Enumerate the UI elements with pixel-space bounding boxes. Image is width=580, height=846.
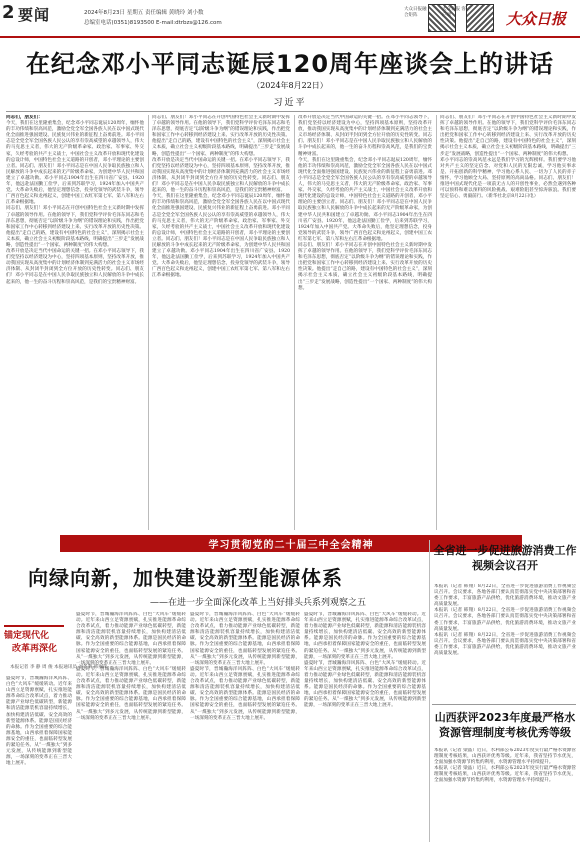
news2-text: 本报讯（记者 梁晶）近日，水利部公布2023年度实行最严格水资源管理制度考核结果，山西获评优秀等级。近年来，我省坚持节水优先，全面加强水资源节约集约利用，水资源管理水平持续提升。 bbox=[434, 748, 576, 766]
kicker-line1: 锚定现代化 bbox=[4, 631, 50, 641]
qr2-caption: 大众日报 客户端 bbox=[442, 7, 466, 18]
article-text: 今天，我们在这里隆重集会，纪念邓小平同志诞辰120周年，缅怀他的丰功伟绩和崇高风范，激励全党全军全国各族人民在以中国式现代化全面推进强国建设、民族复兴伟业的新征程上奋勇前进。邓小平同志是全党全军全国各族人民公认的享有崇高威望的卓越领导人，伟大的马克思主义者，伟大的无产阶级革命家、政治家、军事家、外交家，久经考验的共产主义战士，中国社会主义改革开放和现代化建设的总设计师，中国特色社会主义道路的开创者，邓小平理论的主要创立者。同志们、朋友们！邓小平同志是在中国人民争取民族独立和人民解放的斗争中成长起来的无产阶级革命家，为创建中华人民共和国建立了卓越功勋。邓小平同志1904年出生在四川省广安县。1920年，他远赴法国勤工俭学，后来到苏联学习，1924年加入中国共产党。大革命失败后，他坚定理想信念，投身党领导的武装斗争，领导广西百色起义和龙州起义，创建中国工农红军第七军、第八军和左右江革命根据地。 bbox=[152, 194, 290, 279]
page-number: 2 bbox=[2, 2, 15, 23]
header-rule bbox=[0, 36, 580, 38]
news2-text: 本报讯（记者 梁晶）近日，水利部公布2023年度实行最严格水资源管理制度考核结果，山西获评优秀等级。近年来，我省坚持节水优先，全面加强水资源节约集约利用，水资源管理水平持续提升。 bbox=[434, 766, 576, 784]
feature-text: 盛夏时节，晋城瀚海洋风阵阵、白色“大风车”缓缓转动。近年来山西立足资源禀赋，扎实推进能源革命综合改革试点，着力推动能源产业绿色低碳转型，新能源和清洁能源装机容量持续增长，加快构建清洁低碳、安全高效的新型能源体系。能源是国民经济的命脉。作为全国重要的综合能源基地，山西承担着保障国家能源安全的重任，也面临转型发展的紧迫任务。从“一煤独大”到多元发展，从传统能源到新型能源，一场深刻的变革正在三晋大地上展开。 bbox=[6, 676, 72, 767]
column-rule bbox=[294, 115, 295, 530]
feature-headline: 向绿向新，加快建设新型能源体系 bbox=[28, 566, 343, 590]
article-text: 今天，我们在这里隆重集会，纪念邓小平同志诞辰120周年，缅怀他的丰功伟绩和崇高风范，激励全党全军全国各族人民在以中国式现代化全面推进强国建设、民族复兴伟业的新征程上奋勇前进。邓小平同志是全党全军全国各族人民公认的享有崇高威望的卓越领导人，伟大的马克思主义者，伟大的无产阶级革命家、政治家、军事家、外交家，久经考验的共产主义战士，中国社会主义改革开放和现代化建设的总设计师，中国特色社会主义道路的开创者，邓小平理论的主要创立者。同志们、朋友们！邓小平同志是在中国人民争取民族独立和人民解放的斗争中成长起来的无产阶级革命家，为创建中华人民共和国建立了卓越功勋。邓小平同志1904年出生在四川省广安县。1920年，他远赴法国勤工俭学，后来到苏联学习，1924年加入中国共产党。大革命失败后，他坚定理想信念，投身党领导的武装斗争，领导广西百色起义和龙州起义，创建中国工农红军第七军、第八军和左右江革命根据地。 bbox=[6, 121, 144, 206]
news1-body bbox=[434, 584, 576, 699]
column-rule bbox=[436, 115, 437, 530]
feature-text: 盛夏时节，晋城瀚海洋风阵阵、白色“大风车”缓缓转动。近年来山西立足资源禀赋，扎实推进能源革命综合改革试点，着力推动能源产业绿色低碳转型，新能源和清洁能源装机容量持续增长，加快构建清洁低碳、安全高效的新型能源体系。能源是国民经济的命脉。作为全国重要的综合能源基地，山西承担着保障国家能源安全的重任，也面临转型发展的紧迫任务。从“一煤独大”到多元发展，从传统能源到新型能源，一场深刻的变革正在三晋大地上展开。 bbox=[190, 612, 300, 666]
qr-code-icon bbox=[466, 4, 494, 32]
divider bbox=[432, 704, 576, 705]
banner-text: 学习贯彻党的二十届三中全会精神 bbox=[208, 540, 374, 551]
news2-headline: 山西获评2023年度最严格水资源管理制度考核优秀等级 bbox=[434, 711, 576, 739]
news2-body bbox=[434, 748, 576, 842]
article-text: 邓小平同志的崇高风范永远是我们学习的光辉榜样。我们要学习他对共产主义的坚定信念、对党和人民的无限忠诚，学习他实事求是、开拓创新的科学精神，学习他心系人民、一切为了人民的赤子情怀，学习他顾全大局、坚持原则的高尚品格。同志们、朋友们！推进中国式现代化是一项前无古人的开创性事业，必然会遇到各种可以预料和难以预料的风险挑战、艰难险阻甚至惊涛骇浪。我们要坚定信心、勇毅前行。（新华社北京8月22日电） bbox=[440, 157, 576, 200]
header-meta-line2: 总编室电话(0351)8193500 E-mail:dtrbzs@126.com bbox=[84, 20, 222, 26]
article-text: 改革开放是决定当代中国命运的关键一招。在邓小平同志领导下，我们党坚持以经济建设为中心，坚持四项基本原则，坚持改革开放，推动我国实现从高度集中的计划经济体制到充满活力的社会主义市场经济体制、从封闭半封闭到全方位开放的历史性转变。同志们、朋友们！邓小平同志是在中国人民争取民族独立和人民解放的斗争中成长起来的，他一生的奋斗历程和崇高风范，是我们的宝贵精神财富。 bbox=[298, 115, 432, 157]
divider bbox=[6, 111, 576, 112]
feature-text: 盛夏时节，晋城瀚海洋风阵阵、白色“大风车”缓缓转动。近年来山西立足资源禀赋，扎实推进能源革命综合改革试点，着力推动能源产业绿色低碳转型，新能源和清洁能源装机容量持续增长，加快构建清洁低碳、安全高效的新型能源体系。能源是国民经济的命脉。作为全国重要的综合能源基地，山西承担着保障国家能源安全的重任，也面临转型发展的紧迫任务。从“一煤独大”到多元发展，从传统能源到新型能源，一场深刻的变革正在三晋大地上展开。 bbox=[304, 612, 426, 660]
section-name: 要闻 bbox=[18, 6, 51, 24]
article-column-3 bbox=[298, 115, 432, 530]
article-text: 今天，我们在这里隆重集会，纪念邓小平同志诞辰120周年，缅怀他的丰功伟绩和崇高风范，激励全党全军全国各族人民在以中国式现代化全面推进强国建设、民族复兴伟业的新征程上奋勇前进。邓小平同志是全党全军全国各族人民公认的享有崇高威望的卓越领导人，伟大的马克思主义者，伟大的无产阶级革命家、政治家、军事家、外交家，久经考验的共产主义战士，中国社会主义改革开放和现代化建设的总设计师，中国特色社会主义道路的开创者，邓小平理论的主要创立者。同志们、朋友们！邓小平同志是在中国人民争取民族独立和人民解放的斗争中成长起来的无产阶级革命家，为创建中华人民共和国建立了卓越功勋。邓小平同志1904年出生在四川省广安县。1920年，他远赴法国勤工俭学，后来到苏联学习，1924年加入中国共产党。大革命失败后，他坚定理想信念，投身党领导的武装斗争，领导广西百色起义和龙州起义，创建中国工农红军第七军、第八军和左右江革命根据地。 bbox=[298, 157, 432, 242]
feature-column-3 bbox=[190, 612, 300, 842]
speech-author: 习近平 bbox=[273, 98, 307, 108]
speech-date: （2024年8月22日） bbox=[252, 81, 328, 90]
article-text: 同志们、朋友们！邓小平同志在开创中国特色社会主义新时期中发挥了卓越的领导作用。在他的领导下，我们党科学评价毛泽东同志和毛泽东思想，彻底否定“以阶级斗争为纲”的错误理论和实践，作出把党和国家工作中心转移到经济建设上来、实行改革开放的历史性决策。他提出“走自己的路，建设有中国特色的社会主义”，深刻揭示社会主义本质，确立社会主义初级阶段基本路线，明确提出“三步走”发展战略，创造性提出“一个国家、两种制度”的伟大构想。 bbox=[440, 115, 576, 157]
article-text: 改革开放是决定当代中国命运的关键一招。在邓小平同志领导下，我们党坚持以经济建设为中心，坚持四项基本原则，坚持改革开放，推动我国实现从高度集中的计划经济体制到充满活力的社会主义市场经济体制、从封闭半封闭到全方位开放的历史性转变。同志们、朋友们！邓小平同志是在中国人民争取民族独立和人民解放的斗争中成长起来的，他一生的奋斗历程和崇高风范，是我们的宝贵精神财富。 bbox=[6, 249, 144, 285]
feature-text: 盛夏时节，晋城瀚海洋风阵阵、白色“大风车”缓缓转动。近年来山西立足资源禀赋，扎实推进能源革命综合改革试点，着力推动能源产业绿色低碳转型，新能源和清洁能源装机容量持续增长，加快构建清洁低碳、安全高效的新型能源体系。能源是国民经济的命脉。作为全国重要的综合能源基地，山西承担着保障国家能源安全的重任，也面临转型发展的紧迫任务。从“一煤独大”到多元发展，从传统能源到新型能源，一场深刻的变革正在三晋大地上展开。 bbox=[76, 666, 186, 721]
newspaper-logo: 大众日报 bbox=[506, 10, 567, 28]
feature-byline: 本报记者 李 静 周 俊 本报通讯员 刘冬利 韩丽萍 bbox=[10, 665, 108, 670]
qr1-caption: 大众日报融合矩阵 bbox=[404, 7, 427, 18]
column-rule bbox=[429, 540, 430, 842]
feature-text: 盛夏时节，晋城瀚海洋风阵阵、白色“大风车”缓缓转动。近年来山西立足资源禀赋，扎实推进能源革命综合改革试点，着力推动能源产业绿色低碳转型，新能源和清洁能源装机容量持续增长，加快构建清洁低碳、安全高效的新型能源体系。能源是国民经济的命脉。作为全国重要的综合能源基地，山西承担着保障国家能源安全的重任，也面临转型发展的紧迫任务。从“一煤独大”到多元发展，从传统能源到新型能源，一场深刻的变革正在三晋大地上展开。 bbox=[304, 660, 426, 709]
main-headline: 在纪念邓小平同志诞辰120周年座谈会上的讲话 bbox=[25, 50, 555, 78]
article-text: 同志们、朋友们！邓小平同志在开创中国特色社会主义新时期中发挥了卓越的领导作用。在他的领导下，我们党科学评价毛泽东同志和毛泽东思想，彻底否定“以阶级斗争为纲”的错误理论和实践，作出把党和国家工作中心转移到经济建设上来、实行改革开放的历史性决策。他提出“走自己的路，建设有中国特色的社会主义”，深刻揭示社会主义本质，确立社会主义初级阶段基本路线，明确提出“三步走”发展战略，创造性提出“一个国家、两种制度”的伟大构想。 bbox=[298, 242, 432, 291]
feature-column-2 bbox=[76, 612, 186, 842]
kicker-line2: 改革再深化 bbox=[12, 644, 58, 654]
article-text: 同志们、朋友们！邓小平同志在开创中国特色社会主义新时期中发挥了卓越的领导作用。在他的领导下，我们党科学评价毛泽东同志和毛泽东思想，彻底否定“以阶级斗争为纲”的错误理论和实践，作出把党和国家工作中心转移到经济建设上来、实行改革开放的历史性决策。他提出“走自己的路，建设有中国特色的社会主义”，深刻揭示社会主义本质，确立社会主义初级阶段基本路线，明确提出“三步走”发展战略，创造性提出“一个国家、两种制度”的伟大构想。 bbox=[152, 115, 290, 157]
header-meta-line1: 2024年8月23日 星期五 责任编辑 黄晓玲 刘小数 bbox=[84, 10, 204, 16]
article-column-4 bbox=[440, 115, 576, 530]
salutation: 同志们，朋友们： bbox=[6, 115, 43, 120]
feature-column-1 bbox=[6, 676, 72, 842]
feature-text: 盛夏时节，晋城瀚海洋风阵阵、白色“大风车”缓缓转动。近年来山西立足资源禀赋，扎实推进能源革命综合改革试点，着力推动能源产业绿色低碳转型，新能源和清洁能源装机容量持续增长，加快构建清洁低碳、安全高效的新型能源体系。能源是国民经济的命脉。作为全国重要的综合能源基地，山西承担着保障国家能源安全的重任，也面临转型发展的紧迫任务。从“一煤独大”到多元发展，从传统能源到新型能源，一场深刻的变革正在三晋大地上展开。 bbox=[76, 612, 186, 666]
news1-text: 本报讯（记者 韩翔）8月22日，全省进一步促进旅游消费工作视频会议召开。会议要求，各地各部门要认真贯彻落实党中央决策部署和省委工作要求，丰富旅游产品供给，优化旅游消费环境，推动文旅产业高质量发展。 bbox=[434, 608, 576, 632]
article-text: 同志们、朋友们！邓小平同志在开创中国特色社会主义新时期中发挥了卓越的领导作用。在他的领导下，我们党科学评价毛泽东同志和毛泽东思想，彻底否定“以阶级斗争为纲”的错误理论和实践，作出把党和国家工作中心转移到经济建设上来、实行改革开放的历史性决策。他提出“走自己的路，建设有中国特色的社会主义”，深刻揭示社会主义本质，确立社会主义初级阶段基本路线，明确提出“三步走”发展战略，创造性提出“一个国家、两种制度”的伟大构想。 bbox=[6, 206, 144, 248]
feature-text: 盛夏时节，晋城瀚海洋风阵阵、白色“大风车”缓缓转动。近年来山西立足资源禀赋，扎实推进能源革命综合改革试点，着力推动能源产业绿色低碳转型，新能源和清洁能源装机容量持续增长，加快构建清洁低碳、安全高效的新型能源体系。能源是国民经济的命脉。作为全国重要的综合能源基地，山西承担着保障国家能源安全的重任，也面临转型发展的紧迫任务。从“一煤独大”到多元发展，从传统能源到新型能源，一场深刻的变革正在三晋大地上展开。 bbox=[190, 666, 300, 721]
news1-text: 本报讯（记者 韩翔）8月22日，全省进一步促进旅游消费工作视频会议召开。会议要求，各地各部门要认真贯彻落实党中央决策部署和省委工作要求，丰富旅游产品供给，优化旅游消费环境，推动文旅产业高质量发展。 bbox=[434, 584, 576, 608]
page-header bbox=[0, 0, 580, 38]
feature-column-4 bbox=[304, 612, 426, 842]
news1-headline: 全省进一步促进旅游消费工作视频会议召开 bbox=[433, 544, 577, 572]
column-rule bbox=[148, 115, 149, 530]
article-text: 改革开放是决定当代中国命运的关键一招。在邓小平同志领导下，我们党坚持以经济建设为中心，坚持四项基本原则，坚持改革开放，推动我国实现从高度集中的计划经济体制到充满活力的社会主义市场经济体制、从封闭半封闭到全方位开放的历史性转变。同志们、朋友们！邓小平同志是在中国人民争取民族独立和人民解放的斗争中成长起来的，他一生的奋斗历程和崇高风范，是我们的宝贵精神财富。 bbox=[152, 157, 290, 194]
news1-text: 本报讯（记者 韩翔）8月22日，全省进一步促进旅游消费工作视频会议召开。会议要求，各地各部门要认真贯彻落实党中央决策部署和省委工作要求，丰富旅游产品供给，优化旅游消费环境，推动文旅产业高质量发展。 bbox=[434, 632, 576, 657]
article-column-2 bbox=[152, 115, 290, 530]
feature-subtitle: ——在进一步全面深化改革上当好排头兵系列观察之五 bbox=[150, 598, 367, 608]
article-column-1 bbox=[6, 115, 144, 530]
